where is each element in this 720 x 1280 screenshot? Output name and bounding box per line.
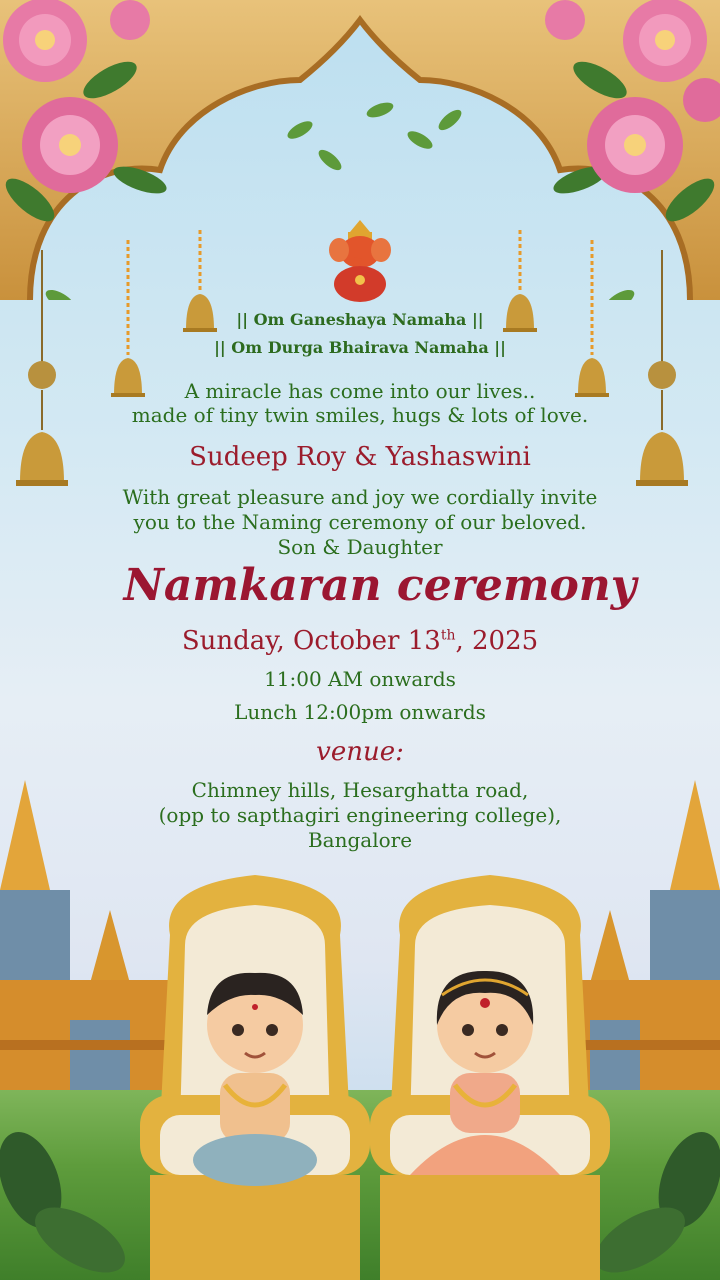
- venue-line-3: Bangalore: [307, 828, 413, 852]
- invite-line-2: you to the Naming ceremony of our beloved.: [133, 510, 587, 534]
- event-date: Sunday, October 13th, 2025: [181, 626, 539, 656]
- venue-line-2: (opp to sapthagiri engineering college),: [158, 803, 562, 827]
- throne-boy-illustration: [140, 875, 370, 1280]
- throne-girl-illustration: [370, 875, 610, 1280]
- invocation-line-2: || Om Durga Bhairava Namaha ||: [214, 338, 506, 357]
- event-title: Namkaran ceremony: [123, 560, 637, 611]
- invite-line-3: Son & Daughter: [277, 535, 443, 559]
- host-names: Sudeep Roy & Yashaswini: [189, 442, 531, 472]
- venue-label: venue:: [316, 737, 404, 767]
- event-time: 11:00 AM onwards: [264, 667, 456, 691]
- ganesha-icon: [325, 218, 395, 304]
- intro-line-1: A miracle has come into our lives..: [184, 379, 536, 403]
- invocation-line-1: || Om Ganeshaya Namaha ||: [236, 310, 484, 329]
- venue-line-1: Chimney hills, Hesarghatta road,: [191, 778, 529, 802]
- peony-flowers-right: [540, 0, 720, 240]
- leaf-cluster-left: [0, 1120, 140, 1280]
- lunch-time: Lunch 12:00pm onwards: [234, 700, 486, 724]
- invite-line-1: With great pleasure and joy we cordially invite: [122, 485, 598, 509]
- intro-line-2: made of tiny twin smiles, hugs & lots of love.: [131, 403, 589, 427]
- peony-flowers-left: [0, 0, 180, 240]
